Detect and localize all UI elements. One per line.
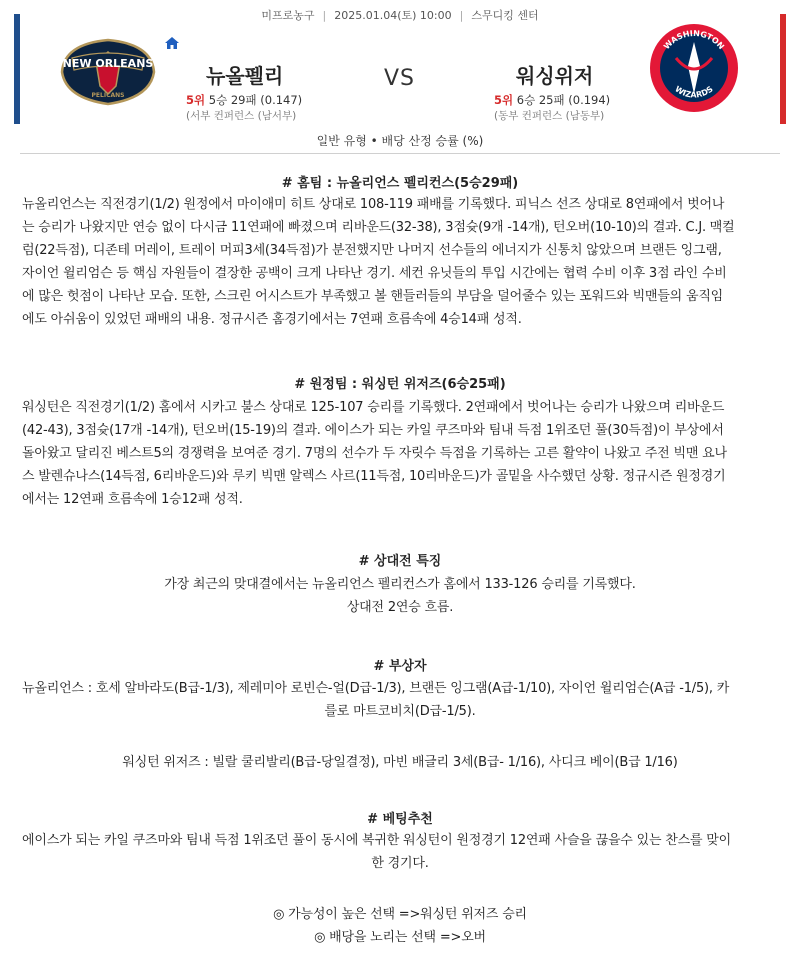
pelicans-logo-text: NEW ORLEANS bbox=[62, 57, 154, 70]
home-team-winloss: 5승 29패 (0.147) bbox=[208, 93, 303, 107]
wizards-logo bbox=[646, 20, 742, 116]
away-injuries-text bbox=[22, 751, 778, 774]
pick-choice-1: ◎ 가능성이 높은 선택 =>워싱턴 위저즈 승리 bbox=[273, 907, 527, 922]
h2h-heading: # 상대전 특징 bbox=[358, 554, 442, 569]
match-meta: 미프로농구 | 2025.01.04(토) 10:00 | 스무디킹 센터 bbox=[261, 9, 539, 22]
away-team-winloss: 6승 25패 (0.194) bbox=[516, 93, 611, 107]
home-icon bbox=[164, 36, 180, 50]
text-line: 뉴올리언스는 직전경기(1/2) 원정에서 마이애미 히트 상대로 108-119 패배를 기록했다. 피닉스 선즈 상대로 8연패에서 벗어나 bbox=[22, 197, 725, 212]
home-team-record bbox=[186, 92, 302, 108]
text-line: 한 경기다. bbox=[371, 856, 429, 871]
pick-choice-2: ◎ 배당을 노리는 선택 =>오버 bbox=[314, 930, 486, 945]
home-injuries-text bbox=[22, 677, 778, 723]
home-team-name: 뉴올펠리 bbox=[206, 64, 284, 88]
text-line: 돌아왔고 달리진 베스트5의 경쟁력을 보여준 경기. 7명의 선수가 두 자릿수 득점을 기록하는 고른 활약이 나왔고 주전 빅맨 요나 bbox=[22, 446, 727, 461]
text-line: 가장 최근의 맞대결에서는 뉴올리언스 펠리컨스가 홈에서 133-126 승리를 기록했다. bbox=[164, 577, 636, 592]
text-line: 스 발렌슈나스(14득점, 6리바운드)와 루키 빅맨 알렉스 사르(11득점, 10리바운드)가 골밑을 사수했던 상황. 정규시즌 원정경기 bbox=[22, 469, 726, 484]
vs-label: VS bbox=[384, 66, 416, 91]
text-line: (42-43), 3점슛(17개 -14개), 턴오버(15-19)의 결과. 에이스가 되는 카일 쿠즈마와 팀내 득점 1위조던 풀(30득점)이 부상에서 bbox=[22, 423, 724, 438]
away-team-conference: (동부 컨퍼런스 (남동부) bbox=[494, 110, 605, 122]
away-section-text bbox=[22, 396, 778, 511]
away-section-heading: # 원정팀 : 워싱턴 위저즈(6승25패) bbox=[294, 377, 506, 392]
wizards-logo-text: WASHINGTON bbox=[662, 28, 726, 52]
match-datetime: 2025.01.04(토) 10:00 bbox=[334, 9, 452, 22]
h2h-text bbox=[22, 573, 778, 619]
pick-text bbox=[22, 829, 778, 875]
text-line: 에서는 12연패 흐름속에 1승12패 성적. bbox=[22, 492, 243, 507]
home-team-conference: (서부 컨퍼런스 (남서부) bbox=[186, 110, 297, 122]
text-line: 럼(22득점), 디존테 머레이, 트레이 머피3세(34득점)가 분전했지만 나머지 선수들의 에너지가 신통치 않았으며 브랜든 잉그램, bbox=[22, 243, 722, 258]
text-line: 에 많은 헛점이 나타난 모습. 또한, 스크린 어시스트가 부족했고 볼 핸들러들의 부담을 덜어줄수 있는 포워드와 빅맨들의 움직임 bbox=[22, 289, 724, 304]
text-line: 를로 마트코비치(D급-1/5). bbox=[324, 704, 476, 719]
pick-choices bbox=[22, 903, 778, 949]
injuries-heading: # 부상자 bbox=[373, 659, 427, 674]
text-line: 는 승리가 나왔지만 연승 없이 다시금 11연패에 빠졌으며 리바운드(32-38), 3점슛(9개 -14개), 턴오버(10-10)의 결과. C.J. 맥컬 bbox=[22, 220, 735, 235]
pelicans-logo bbox=[56, 34, 160, 108]
text-line: 상대전 2연승 흐름. bbox=[346, 600, 454, 615]
league-label: 미프로농구 bbox=[261, 9, 315, 22]
away-team-rank: 5위 bbox=[494, 93, 514, 107]
wizards-logo-subtext: WIZARDS bbox=[673, 84, 715, 100]
text-line: 뉴올리언스 : 호세 알바라도(B급-1/3), 제레미아 로빈슨-얼(D급-1/3), 브랜든 잉그램(A급-1/10), 자이언 윌리엄슨(A급 -1/5), 카 bbox=[22, 681, 730, 696]
away-color-bar bbox=[780, 14, 786, 124]
pelicans-logo-subtext: PELICANS bbox=[91, 92, 125, 99]
home-color-bar bbox=[14, 14, 20, 124]
away-team-name: 워싱위저 bbox=[516, 64, 594, 88]
venue-label: 스무디킹 센터 bbox=[471, 9, 539, 22]
odds-subtitle: 일반 유형 • 배당 산정 승률 (%) bbox=[316, 134, 484, 148]
pick-heading: # 베팅추천 bbox=[367, 812, 433, 827]
header-divider bbox=[20, 153, 780, 154]
away-team-record bbox=[494, 92, 610, 108]
text-line: 워싱턴 위저즈 : 빌랄 쿨리발리(B급-당일결정), 마빈 배글리 3세(B급- 1/16), 사디크 베이(B급 1/16) bbox=[122, 755, 678, 770]
home-section-text bbox=[22, 193, 778, 331]
home-section-heading: # 홈팀 : 뉴올리언스 펠리컨스(5승29패) bbox=[281, 176, 519, 191]
text-line: 자이언 윌리엄슨 등 핵심 자원들이 결장한 공백이 크게 나타난 경기. 세컨 유닛들의 투입 시간에는 협력 수비 이후 3점 라인 수비 bbox=[22, 266, 727, 281]
home-team-rank: 5위 bbox=[186, 93, 206, 107]
text-line: 에이스가 되는 카일 쿠즈마와 팀내 득점 1위조던 풀이 동시에 복귀한 워싱턴이 원정경기 12연패 사슬을 끊을수 있는 찬스를 맞이 bbox=[22, 833, 731, 848]
text-line: 에도 아쉬움이 있었던 패배의 내용. 정규시즌 홈경기에서는 7연패 흐름속에 4승14패 성적. bbox=[22, 312, 522, 327]
text-line: 워싱턴은 직전경기(1/2) 홈에서 시카고 불스 상대로 125-107 승리를 기록했다. 2연패에서 벗어나는 승리가 나왔으며 리바운드 bbox=[22, 400, 725, 415]
